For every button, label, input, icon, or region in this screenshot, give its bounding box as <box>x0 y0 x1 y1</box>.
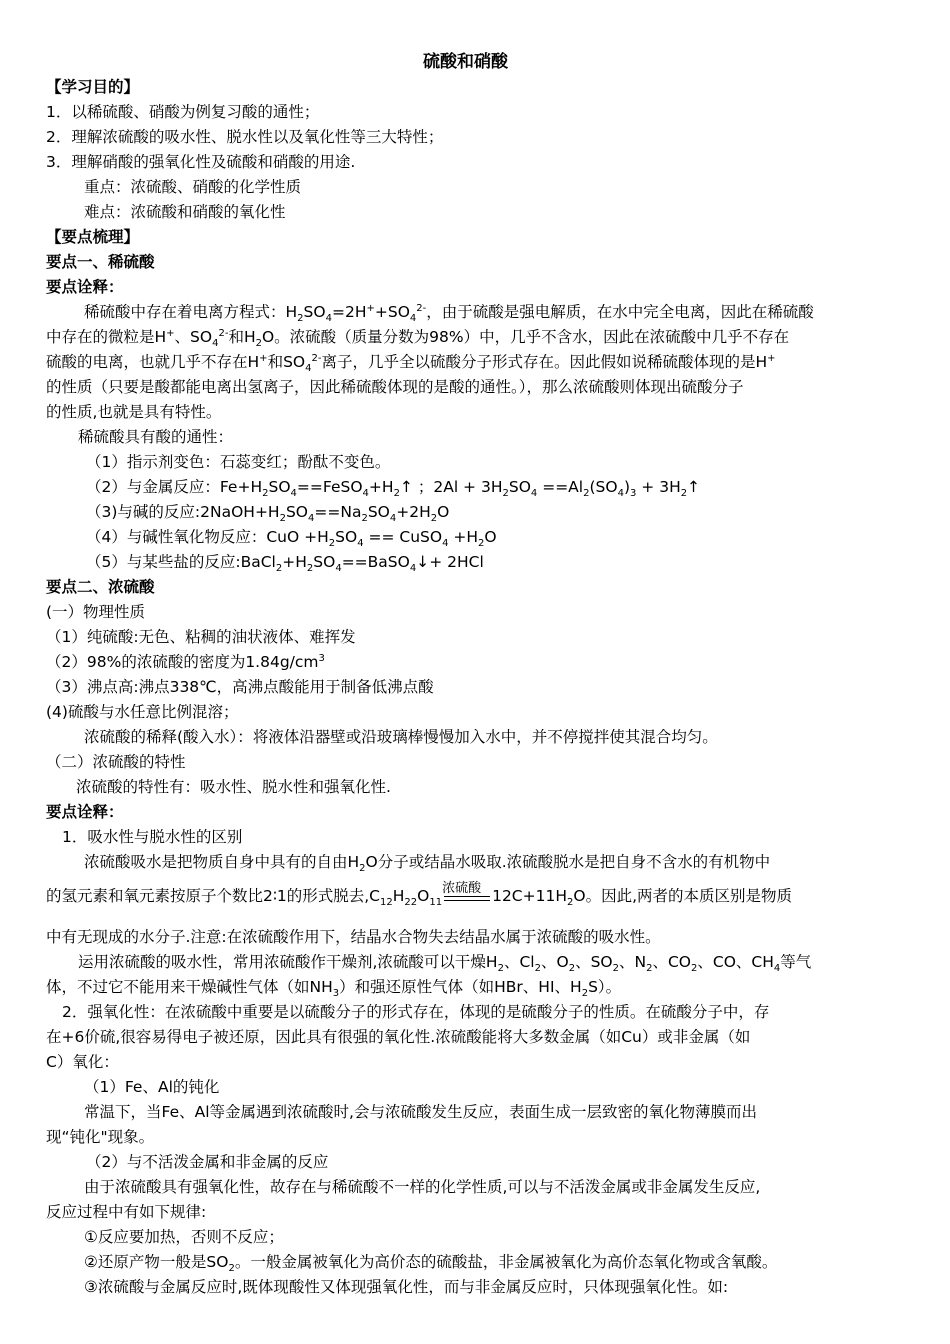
paragraph-line: 2．强氧化性：在浓硫酸中重要是以硫酸分子的形式存在，体现的是硫酸分子的性质。在硫酸分子中，存 <box>62 1003 770 1021</box>
paragraph-line: 反应过程中有如下规律: <box>46 1203 207 1221</box>
key-point: 重点：浓硫酸、硝酸的化学性质 <box>84 178 302 196</box>
reaction-item: （2）与金属反应：$Fe+H_2SO_4==FeSO_4+H_2↑$ ；$2Al + 3H_2SO_4 ==Al_2(SO_4)_3$ + $3H_2↑$ <box>86 478 701 500</box>
special-text: 浓硫酸的特性有：吸水性、脱水性和强氧化性. <box>76 778 391 796</box>
point1-heading: 要点一、稀硫酸 <box>46 253 155 271</box>
point2-explain-heading: 要点诠释： <box>46 803 124 821</box>
dilution-text: 浓硫酸的稀释(酸入水）：将液体沿器壁或沿玻璃棒慢慢加入水中，并不停搅拌使其混合均匀。 <box>84 728 718 746</box>
reaction-item: （5）与某些盐的反应$:BaCl_2+H_2SO_4==BaSO_4↓+ 2HCl$ <box>86 553 484 575</box>
difficulty-point: 难点：浓硫酸和硝酸的氧化性 <box>84 203 286 221</box>
reaction-condition-label: 浓硫酸 <box>442 881 482 896</box>
paragraph-line: 中存在的微粒是H+、$SO_4^{2-}$和$H_2O$。浓硫酸（质量分数为98%）中，几乎不含水，因此在浓硫酸中几乎不存在 <box>46 327 790 350</box>
summary-heading: 【要点梳理】 <box>46 228 140 246</box>
section-heading: 1．吸水性与脱水性的区别 <box>62 828 243 846</box>
paragraph-line: 现“钝化"现象。 <box>46 1128 155 1146</box>
paragraph-line: C）氧化： <box>46 1053 119 1071</box>
phys-item: (4)硫酸与水任意比例混溶； <box>46 703 239 721</box>
paragraph-line: 中有无现成的水分子.注意:在浓硫酸作用下，结晶水合物失去结晶水属于浓硫酸的吸水性。 <box>46 928 661 946</box>
paragraph-line: 体，不过它不能用来干燥碱性气体（如$NH_3$）和强还原性气体（如HBr、HI、$H_2S$）。 <box>46 978 622 1000</box>
rule-item: ①反应要加热，否则不反应； <box>84 1228 284 1246</box>
learning-goals-heading: 【学习目的】 <box>46 78 140 96</box>
reaction-item: （1）指示剂变色：石蕊变红；酚酞不变色。 <box>86 453 391 471</box>
reaction-item: （3)与碱的反应$:2NaOH+H_2SO_4==Na_2SO_4+2H_2O$ <box>86 503 450 525</box>
paragraph-line: 的性质（只要是酸都能电离出氢离子，因此稀硫酸体现的是酸的通性。），那么浓硫酸则体现出硫酸分子 <box>46 378 744 396</box>
paragraph-line: 由于浓硫酸具有强氧化性，故存在与稀硫酸不一样的化学性质,可以与不活泼金属或非金属发生反应, <box>84 1178 761 1196</box>
paragraph-line: 运用浓硫酸的吸水性，常用浓硫酸作干燥剂,浓硫酸可以干燥$H_2$、$Cl_2$、$O_2$、$SO_2$、$N_2$、$CO_2$、CO、$CH_4$等气 <box>78 953 812 975</box>
rule-item: ③浓硫酸与金属反应时,既体现酸性又体现强氧化性，而与非金属反应时，只体现强氧化性。如: <box>84 1278 729 1296</box>
goal-item: 3．理解硝酸的强氧化性及硫酸和硝酸的用途. <box>46 153 356 171</box>
paragraph-line: 常温下，当Fe、Al等金属遇到浓硫酸时,会与浓硫酸发生反应，表面生成一层致密的氧化物薄膜而出 <box>84 1103 757 1121</box>
paragraph-line: 在+6价硫,很容易得电子被还原，因此具有很强的氧化性.浓硫酸能将大多数金属（如Cu）或非金属（如 <box>46 1028 751 1046</box>
paragraph-line: 的氢元素和氧元素按原子个数比2∶1的形式脱去$,C_{12}H_{22}O_{11}$ 浓硫酸 $12C+11H_2O$。因此,两者的本质区别是物质 <box>46 885 792 907</box>
special-heading: （二）浓硫酸的特性 <box>46 753 186 771</box>
point1-explain-heading: 要点诠释： <box>46 278 124 296</box>
phys-heading: (一）物理性质 <box>46 603 146 621</box>
rule-item: ②还原产物一般是$SO_2$。一般金属被氧化为高价态的硫酸盐，非金属被氧化为高价态氧化物或含氧酸。 <box>84 1253 778 1275</box>
paragraph-line: 稀硫酸中存在着电离方程式：$H_2SO_4=2H^++SO_4^{2-}$，由于硫酸是强电解质，在水中完全电离，因此在稀硫酸 <box>84 302 814 325</box>
phys-item: （1）纯硫酸:无色、粘稠的油状液体、难挥发 <box>46 628 356 646</box>
subsection-heading: （2）与不活泼金属和非金属的反应 <box>86 1153 329 1171</box>
point2-heading: 要点二、浓硫酸 <box>46 578 155 596</box>
subsection-heading: （1）Fe、Al的钝化 <box>84 1078 220 1096</box>
paragraph-line: 的性质,也就是具有特性。 <box>46 403 222 421</box>
goal-item: 2．理解浓硫酸的吸水性、脱水性以及氧化性等三大特性； <box>46 128 444 146</box>
goal-item: 1．以稀硫酸、硝酸为例复习酸的通性； <box>46 103 320 121</box>
paragraph-line: 浓硫酸吸水是把物质自身中具有的自由$H_2O$分子或结晶水吸取.浓硫酸脱水是把自身不含水的有机物中 <box>84 853 771 875</box>
paragraph-line: 硫酸的电离，也就几乎不存在H+和$SO_4^{2-}$离子，几乎全以硫酸分子形式存在。因此假如说稀硫酸体现的是H+ <box>46 352 776 375</box>
page-title: 硫酸和硝酸 <box>423 52 508 72</box>
phys-item: （3）沸点高:沸点338℃，高沸点酸能用于制备低沸点酸 <box>46 678 434 696</box>
reaction-condition-equals <box>442 881 490 901</box>
acid-props-heading: 稀硫酸具有酸的通性： <box>78 428 234 446</box>
reaction-item: （4）与碱性氧化物反应：CuO $+H_2SO_4$ == CuSO$_4$ $+H_2O$ <box>86 528 497 550</box>
phys-item: （2）98%的浓硫酸的密度为$1.84g/cm^3$ <box>46 652 325 671</box>
